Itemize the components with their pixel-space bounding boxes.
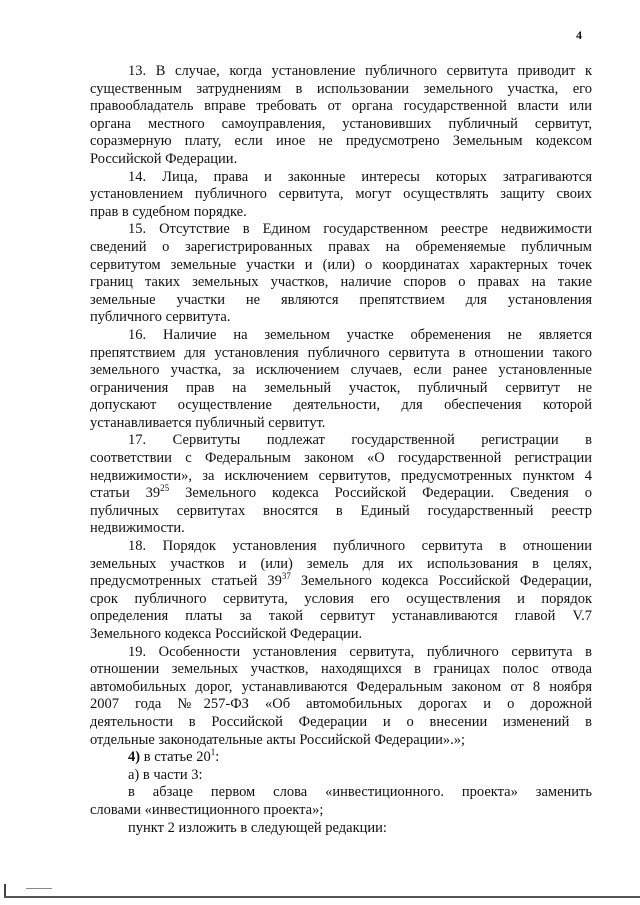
paragraph-line — [90, 749, 592, 767]
item-number: 4) — [128, 749, 141, 766]
paragraph-line: границ таких земельных участков, наличие споров о правах на такие — [90, 274, 592, 291]
paragraph-line: отдельные законодательные акты Российской Федерации».»; — [90, 731, 466, 748]
line-segment: предусмотренных статьей 39 — [90, 573, 282, 590]
paragraph-line: Российской Федерации. — [90, 150, 238, 167]
line-segment: статьи 39 — [90, 485, 161, 502]
page-number: 4 — [576, 28, 582, 42]
paragraph-line: автомобильных дорог, устанавливаются Федеральным законом от 8 ноября — [90, 678, 592, 695]
paragraph-line: допускают осуществление деятельности, для обеспечения которой — [90, 397, 592, 414]
paragraph-line: земельные участки не являются препятствием для установления — [90, 291, 592, 308]
paragraph-line: отношении земельных участков, находящихся в границах полос отвода — [90, 661, 592, 678]
paragraph-line: а) в части 3: — [128, 766, 203, 783]
paragraph-line: пункт 2 изложить в следующей редакции: — [128, 819, 387, 836]
superscript: 25 — [160, 483, 170, 494]
paragraph-line: сведений о зарегистрированных правах на обременяемые публичным — [90, 238, 592, 255]
paragraph-line: в абзаце первом слова «инвестиционного. проекта» заменить — [128, 784, 592, 801]
paragraph-line: недвижимости», за исключением сервитутов, предусмотренных пунктом 4 — [90, 467, 592, 484]
paragraph-line: прав в судебном порядке. — [90, 203, 247, 220]
paragraph-line: срок публичного сервитута, условия его осуществления и порядок — [90, 590, 592, 607]
paragraph-line: установлением публичного сервитута, могут осуществлять защиту своих — [90, 186, 592, 203]
paragraph-line: соразмерную плату, если иное не предусмотрено Земельным кодексом — [90, 133, 592, 150]
paragraph-line: препятствием для установления публичного сервитута в отношении такого — [90, 344, 592, 361]
paragraph-line: 13. В случае, когда установление публичного сервитута приводит к — [128, 63, 592, 79]
paragraph-line: 15. Отсутствие в Едином государственном реестре недвижимости — [128, 221, 592, 238]
paragraph-line: 2007 года №257-ФЗ «Об автомобильных дорогах и о дорожной — [90, 696, 592, 713]
paragraph-line: 16. Наличие на земельном участке обременения не является — [128, 326, 592, 343]
paragraph-line: словами «инвестиционного проекта»; — [90, 801, 324, 818]
scan-artifact-line — [26, 888, 52, 889]
paragraph-line — [90, 573, 592, 591]
document-body — [90, 63, 592, 837]
paragraph-line: деятельности в Российской Федерации и о внесении изменений в — [90, 713, 592, 730]
line-segment: Земельного кодекса Российской Федерации, — [290, 573, 592, 590]
paragraph-line: определения платы за такой сервитут устанавливаются главой V.7 — [90, 608, 592, 625]
paragraph-line: 19. Особенности установления сервитута, публичного сервитута в — [128, 643, 592, 660]
scan-bottom-border — [4, 896, 640, 898]
line-segment: : — [215, 749, 220, 766]
paragraph-line: правообладатель вправе требовать от органа государственной власти или — [90, 98, 592, 115]
paragraph-line: устанавливается публичный сервитут. — [90, 414, 326, 431]
paragraph-line: публичных сервитутах вносятся в Единый государственный реестр — [90, 502, 592, 519]
paragraph-line: органа местного самоуправления, установивших публичный сервитут, — [90, 115, 592, 132]
superscript: 37 — [281, 571, 291, 582]
paragraph-line: 18. Порядок установления публичного сервитута в отношении — [128, 538, 592, 555]
paragraph-line: Земельного кодекса Российской Федерации. — [90, 626, 363, 642]
line-segment: Земельного кодекса Российской Федерации. Сведения о — [169, 485, 592, 502]
superscript: 1 — [210, 747, 216, 758]
paragraph-line: земельного участка, за исключением случаев, если ранее установленные — [90, 362, 592, 379]
line-segment: в статье 20 — [140, 749, 211, 766]
paragraph-line: 14. Лица, права и законные интересы которых затрагиваются — [128, 168, 592, 185]
paragraph-line: 17. Сервитуты подлежат государственной регистрации в — [128, 432, 592, 449]
paragraph-line: сервитутом земельные участки и (или) о координатах характерных точек — [90, 256, 592, 273]
paragraph-line: публичного сервитута. — [90, 309, 231, 326]
paragraph-line: земельных участков и (или) земель для их использования в целях, — [90, 555, 592, 572]
paragraph-line: соответствии с Федеральным законом «О государственной регистрации — [90, 450, 592, 467]
paragraph-line — [90, 485, 592, 503]
paragraph-line: недвижимости. — [90, 520, 185, 537]
paragraph-line: существенным затруднениям в использовании земельного участка, его — [90, 80, 592, 97]
paragraph-line: ограничения прав на земельный участок, публичный сервитут не — [90, 379, 592, 396]
